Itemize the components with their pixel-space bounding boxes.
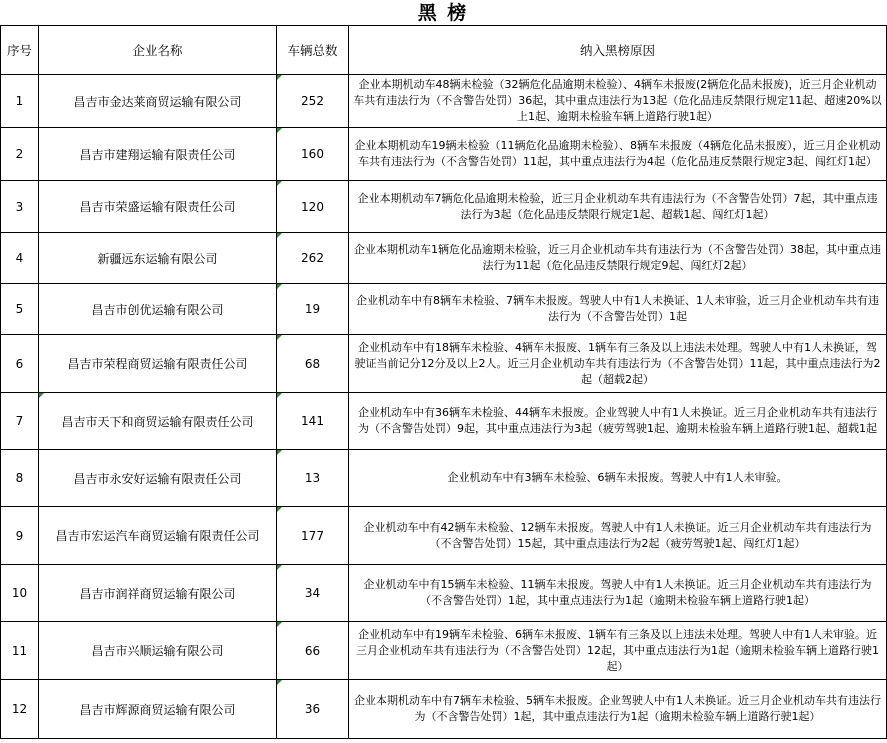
cell-vehicles[interactable]	[277, 284, 349, 335]
cell-vehicles[interactable]	[277, 393, 349, 450]
cell-company[interactable]: 昌吉市宏运汽车商贸运输有限责任公司	[39, 507, 277, 565]
vehicles-value: 177	[301, 528, 324, 543]
cell-seq[interactable]: 9	[1, 507, 39, 565]
number-as-text-marker	[277, 284, 282, 289]
cell-vehicles[interactable]	[277, 680, 349, 739]
header-reason[interactable]: 纳入黑榜原因	[349, 26, 887, 75]
number-as-text-marker	[277, 128, 282, 133]
cell-seq[interactable]: 4	[1, 233, 39, 284]
number-as-text-marker	[277, 622, 282, 627]
cell-seq[interactable]: 10	[1, 565, 39, 622]
vehicles-value: 13	[304, 471, 321, 485]
cell-vehicles[interactable]	[277, 507, 349, 565]
cell-company[interactable]: 昌吉市兴顺运输有限公司	[39, 622, 277, 680]
cell-seq[interactable]: 3	[1, 181, 39, 233]
cell-reason[interactable]: 企业本期机动车19辆未检验（11辆危化品逾期未检验）、8辆车未报废（4辆危化品未报废），近三月企业机动车共有违法行为（不含警告处罚）11起，其中重点违法行为4起（危化品违反禁限行规定3起、闯红灯1起）	[349, 128, 887, 181]
blacklist-table	[0, 25, 887, 739]
table-row	[1, 565, 887, 622]
table-row	[1, 335, 887, 393]
cell-reason[interactable]: 企业本期机动车48辆未检验（32辆危化品逾期未检验）、4辆车未报废(2辆危化品未报废)，近三月企业机动车共有违法行为（不含警告处罚）36起，其中重点违法行为13起（危化品违反禁限行规定11起、超速20%以上1起、逾期未检验车辆上道路行驶1起）	[349, 75, 887, 128]
table-row	[1, 507, 887, 565]
vehicles-value: 252	[301, 94, 324, 108]
number-as-text-marker	[277, 181, 282, 186]
cell-reason[interactable]: 企业本期机动车7辆危化品逾期未检验，近三月企业机动车共有违法行为（不含警告处罚）7起，其中重点违法行为3起（危化品违反禁限行规定1起、超载1起、闯红灯1起）	[349, 181, 887, 233]
table-row	[1, 128, 887, 181]
cell-company[interactable]: 昌吉市永安好运输有限责任公司	[39, 450, 277, 507]
company-value: 昌吉市天下和商贸运输有限责任公司	[61, 414, 254, 429]
table-header-row	[1, 26, 887, 75]
cell-reason[interactable]: 企业机动车中有15辆车未检验、11辆车未报废。驾驶人中有1人未换证。近三月企业机动车共有违法行为（不含警告处罚）1起，其中重点违法行为1起（逾期未检验车辆上道路行驶1起）	[349, 565, 887, 622]
cell-company[interactable]: 昌吉市辉源商贸运输有限公司	[39, 680, 277, 739]
cell-company[interactable]: 昌吉市荣盛运输有限责任公司	[39, 181, 277, 233]
number-as-text-marker	[277, 450, 282, 455]
cell-reason[interactable]: 企业本期机动车1辆危化品逾期未检验，近三月企业机动车共有违法行为（不含警告处罚）38起，其中重点违法行为11起（危化品违反禁限行规定9起、闯红灯2起）	[349, 233, 887, 284]
vehicles-value: 68	[304, 356, 321, 371]
cell-company[interactable]: 昌吉市建翔运输有限责任公司	[39, 128, 277, 181]
cell-company[interactable]: 昌吉市润祥商贸运输有限公司	[39, 565, 277, 622]
number-as-text-marker	[277, 507, 282, 512]
cell-company[interactable]	[39, 393, 277, 450]
number-as-text-marker	[277, 75, 282, 80]
cell-vehicles[interactable]	[277, 450, 349, 507]
table-row	[1, 450, 887, 507]
number-as-text-marker	[277, 565, 282, 570]
cell-reason[interactable]: 企业机动车中有42辆车未检验、12辆车未报废。驾驶人中有1人未换证。近三月企业机动车共有违法行为（不含警告处罚）15起，其中重点违法行为2起（疲劳驾驶1起、闯红灯1起）	[349, 507, 887, 565]
number-as-text-marker	[277, 335, 282, 340]
header-seq[interactable]: 序号	[1, 26, 39, 75]
vehicles-value: 66	[304, 643, 321, 658]
cell-vehicles[interactable]	[277, 233, 349, 284]
table-row	[1, 393, 887, 450]
table-row	[1, 622, 887, 680]
cell-vehicles[interactable]	[277, 622, 349, 680]
table-row	[1, 181, 887, 233]
number-as-text-marker	[277, 393, 282, 398]
vehicles-value: 262	[301, 251, 324, 265]
vehicles-value: 141	[301, 414, 324, 428]
cell-reason[interactable]: 企业机动车中有36辆车未检验、44辆车未报废。企业驾驶人中有1人未换证。近三月企业机动车共有违法行为（不含警告处罚）9起，其中重点违法行为3起（疲劳驾驶1起、逾期未检验车辆上道路行驶1起、超载1起	[349, 393, 887, 450]
number-as-text-marker	[39, 393, 44, 398]
cell-seq[interactable]: 1	[1, 75, 39, 128]
cell-company[interactable]: 新疆远东运输有限公司	[39, 233, 277, 284]
vehicles-value: 120	[301, 199, 324, 214]
table-row	[1, 233, 887, 284]
number-as-text-marker	[277, 233, 282, 238]
cell-seq[interactable]: 2	[1, 128, 39, 181]
cell-seq[interactable]: 11	[1, 622, 39, 680]
cell-company[interactable]: 昌吉市金达莱商贸运输有限公司	[39, 75, 277, 128]
cell-company[interactable]: 昌吉市荣程商贸运输有限责任公司	[39, 335, 277, 393]
table-row	[1, 680, 887, 739]
vehicles-value: 34	[304, 586, 321, 600]
vehicles-value: 36	[304, 702, 321, 716]
header-vehicles[interactable]: 车辆总数	[277, 26, 349, 75]
cell-seq[interactable]: 6	[1, 335, 39, 393]
vehicles-value: 160	[301, 147, 324, 161]
cell-seq[interactable]: 12	[1, 680, 39, 739]
cell-vehicles[interactable]	[277, 75, 349, 128]
cell-vehicles[interactable]	[277, 565, 349, 622]
sheet-title: 黑 榜	[0, 0, 886, 26]
cell-seq[interactable]: 7	[1, 393, 39, 450]
table-row	[1, 284, 887, 335]
cell-vehicles[interactable]	[277, 181, 349, 233]
cell-reason[interactable]: 企业机动车中有19辆车未检验、6辆车未报废、1辆车有三条及以上违法未处理。驾驶人中有1人未审验。近三月企业机动车共有违法行为（不含警告处罚）12起，其中重点违法行为1起（逾期未检验车辆上道路行驶1起）	[349, 622, 887, 680]
cell-reason[interactable]: 企业本期机动车中有7辆车未检验、5辆车未报废。企业驾驶人中有1人未换证。近三月企业机动车共有违法行为（不含警告处罚）1起，其中重点违法行为1起（逾期未检验车辆上道路行驶1起）	[349, 680, 887, 739]
cell-seq[interactable]: 5	[1, 284, 39, 335]
cell-reason[interactable]: 企业机动车中有8辆车未检验、7辆车未报废。驾驶人中有1人未换证、1人未审验，近三月企业机动车共有违法行为（不含警告处罚）1起	[349, 284, 887, 335]
header-company[interactable]: 企业名称	[39, 26, 277, 75]
cell-vehicles[interactable]	[277, 128, 349, 181]
cell-seq[interactable]: 8	[1, 450, 39, 507]
number-as-text-marker	[277, 680, 282, 685]
cell-reason[interactable]: 企业机动车中有3辆车未检验、6辆车未报废。驾驶人中有1人未审验。	[349, 450, 887, 507]
cell-reason[interactable]: 企业机动车中有18辆车未检验、4辆车未报废、1辆车有三条及以上违法未处理。驾驶人中有1人未换证，驾驶证当前记分12分及以上2人。近三月企业机动车共有违法行为（不含警告处罚）11起，其中重点违法行为2起（超载2起）	[349, 335, 887, 393]
vehicles-value: 19	[304, 302, 321, 316]
cell-company[interactable]: 昌吉市创优运输有限公司	[39, 284, 277, 335]
cell-vehicles[interactable]	[277, 335, 349, 393]
table-row	[1, 75, 887, 128]
